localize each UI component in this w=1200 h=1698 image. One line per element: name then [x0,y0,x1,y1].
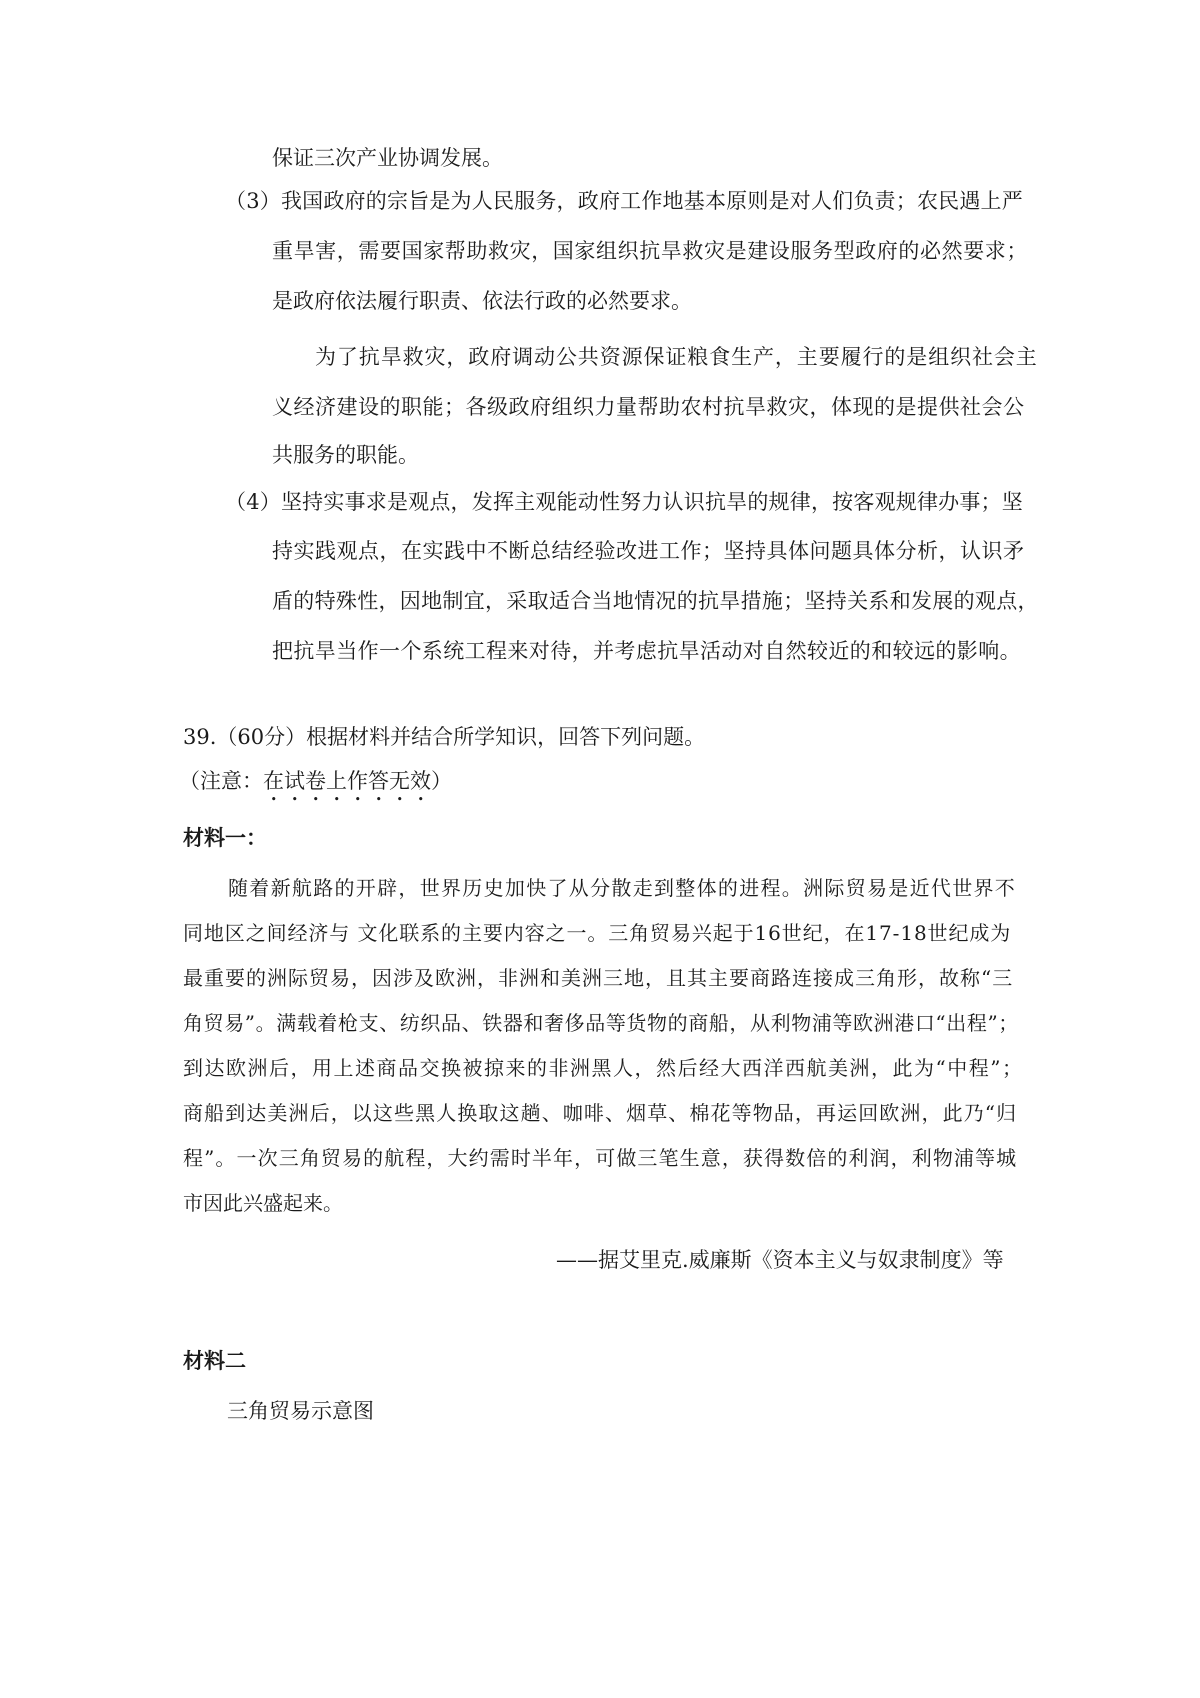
answer-4-line-2: 持实践观点，在实践中不断总结经验改进工作；坚持具体问题具体分析，认识矛 [272,539,1025,563]
material-1-line: 程”。一次三角贸易的航程，大约需时半年，可做三笔生意，获得数倍的利润，利物浦等城 [183,1146,1018,1170]
material-1-line: 到达欧洲后，用上述商品交换被掠来的非洲黑人，然后经大西洋西航美洲，此为“中程”； [183,1056,1024,1080]
answer-3-line-4: 为了抗旱救灾，政府调动公共资源保证粮食生产，主要履行的是组织社会主 [315,345,1038,369]
question-39-header: 39.（60分）根据材料并结合所学知识，回答下列问题。 [183,725,706,749]
material-1-source: ——据艾里克.威廉斯《资本主义与奴隶制度》等 [556,1248,1004,1272]
answer-4-line-1: （4）坚持实事求是观点，发挥主观能动性努力认识抗旱的规律，按客观规律办事；坚 [225,490,1023,514]
answer-3-line-2: 重旱害，需要国家帮助救灾，国家组织抗旱救灾是建设服务型政府的必然要求； [272,239,1028,263]
answer-4-line-3: 盾的特殊性，因地制宜，采取适合当地情况的抗旱措施；坚持关系和发展的观点， [272,589,1039,613]
material-1-line: 随着新航路的开辟，世界历史加快了从分散走到整体的进程。洲际贸易是近代世界不 [228,876,1017,900]
answer-continuation-line: 保证三次产业协调发展。 [272,146,503,170]
material-1-title: 材料一： [183,825,267,850]
answer-4-line-4: 把抗旱当作一个系统工程来对待，并考虑抗旱活动对自然较近的和较远的影响。 [272,639,1021,663]
note-open: （注意： [179,769,263,793]
answer-3-line-5: 义经济建设的职能；各级政府组织力量帮助农村抗旱救灾，体现的是提供社会公 [272,395,1025,419]
material-1-line: 商船到达美洲后，以这些黑人换取这趟、咖啡、烟草、棉花等物品，再运回欧洲，此乃“归 [183,1101,1018,1125]
answer-3-line-3: 是政府依法履行职责、依法行政的必然要求。 [272,289,692,313]
material-1-line: 市因此兴盛起来。 [183,1191,343,1215]
material-1-line: 角贸易”。满载着枪支、纺织品、铁器和奢侈品等货物的商船，从利物浦等欧洲港口“出程”； [183,1011,1019,1035]
material-1-line: 同地区之间经济与 文化联系的主要内容之一。三角贸易兴起于16世纪，在17-18世纪成为 [183,921,1012,945]
note-close: ） [431,769,452,793]
answer-3-line-6: 共服务的职能。 [272,443,419,467]
answer-3-line-1: （3）我国政府的宗旨是为人民服务，政府工作地基本原则是对人们负责；农民遇上严 [225,189,1023,213]
material-2-title: 材料二 [183,1348,246,1373]
note-emphasized-text: 在试卷上作答无效 [263,769,431,793]
question-39-note [179,766,452,806]
material-1-line: 最重要的洲际贸易，因涉及欧洲，非洲和美洲三地，且其主要商路连接成三角形，故称“三 [183,966,1014,990]
material-2-caption: 三角贸易示意图 [227,1399,374,1423]
